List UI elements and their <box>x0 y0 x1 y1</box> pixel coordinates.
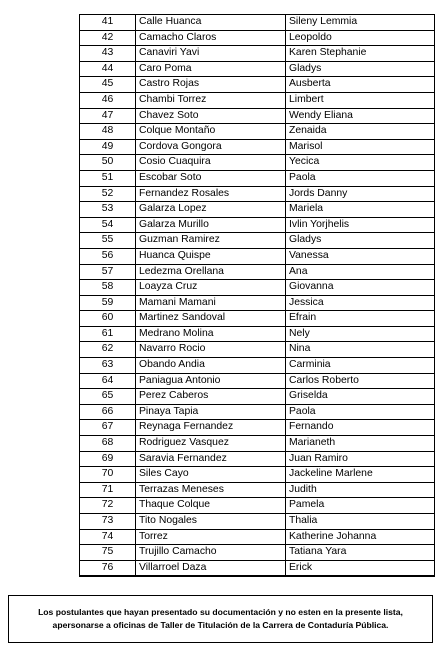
row-given-name: Thalia <box>286 514 435 530</box>
row-number: 63 <box>80 358 136 374</box>
row-number: 52 <box>80 186 136 202</box>
row-given-name: Griselda <box>286 389 435 405</box>
notice-box <box>8 595 433 643</box>
row-given-name: Fernando <box>286 420 435 436</box>
row-given-name: Jessica <box>286 295 435 311</box>
table-row <box>80 61 435 77</box>
row-surname: Castro Rojas <box>136 77 286 93</box>
row-number: 67 <box>80 420 136 436</box>
table-row <box>80 389 435 405</box>
row-number: 64 <box>80 373 136 389</box>
table-row <box>80 358 435 374</box>
table-row <box>80 498 435 514</box>
row-given-name: Tatiana Yara <box>286 545 435 561</box>
row-given-name: Leopoldo <box>286 30 435 46</box>
row-surname: Galarza Murillo <box>136 217 286 233</box>
row-surname: Chambi Torrez <box>136 92 286 108</box>
row-number: 44 <box>80 61 136 77</box>
table-row <box>80 326 435 342</box>
row-given-name: Karen Stephanie <box>286 46 435 62</box>
row-given-name: Vanessa <box>286 248 435 264</box>
table-row <box>80 404 435 420</box>
row-number: 54 <box>80 217 136 233</box>
row-number: 46 <box>80 92 136 108</box>
table-row <box>80 124 435 140</box>
row-surname: Medrano Molina <box>136 326 286 342</box>
row-given-name: Nina <box>286 342 435 358</box>
row-given-name: Marisol <box>286 139 435 155</box>
row-surname: Paniagua Antonio <box>136 373 286 389</box>
row-surname: Fernandez Rosales <box>136 186 286 202</box>
applicant-list <box>79 14 434 577</box>
table-row <box>80 15 435 31</box>
row-given-name: Paola <box>286 170 435 186</box>
row-given-name: Erick <box>286 560 435 576</box>
row-given-name: Nely <box>286 326 435 342</box>
row-surname: Saravia Fernandez <box>136 451 286 467</box>
row-given-name: Carminia <box>286 358 435 374</box>
row-given-name: Yecica <box>286 155 435 171</box>
row-given-name: Sileny Lemmia <box>286 15 435 31</box>
row-given-name: Paola <box>286 404 435 420</box>
row-surname: Canaviri Yavi <box>136 46 286 62</box>
row-number: 76 <box>80 560 136 576</box>
row-given-name: Pamela <box>286 498 435 514</box>
row-surname: Escobar Soto <box>136 170 286 186</box>
row-number: 72 <box>80 498 136 514</box>
row-number: 49 <box>80 139 136 155</box>
row-given-name: Judith <box>286 482 435 498</box>
table-row <box>80 264 435 280</box>
table-row <box>80 92 435 108</box>
table-row <box>80 529 435 545</box>
row-number: 57 <box>80 264 136 280</box>
row-given-name: Wendy Eliana <box>286 108 435 124</box>
row-surname: Navarro Rocio <box>136 342 286 358</box>
row-number: 43 <box>80 46 136 62</box>
row-surname: Villarroel Daza <box>136 560 286 576</box>
table-row <box>80 108 435 124</box>
row-surname: Camacho Claros <box>136 30 286 46</box>
row-surname: Calle Huanca <box>136 15 286 31</box>
table-row <box>80 482 435 498</box>
row-surname: Loayza Cruz <box>136 280 286 296</box>
row-given-name: Jords Danny <box>286 186 435 202</box>
table-row <box>80 420 435 436</box>
row-number: 45 <box>80 77 136 93</box>
row-number: 75 <box>80 545 136 561</box>
table-row <box>80 170 435 186</box>
table-row <box>80 186 435 202</box>
notice-line-1: Los postulantes que hayan presentado su documentación y no esten en la presente lista, <box>38 607 403 617</box>
row-number: 73 <box>80 514 136 530</box>
row-surname: Obando Andia <box>136 358 286 374</box>
row-number: 71 <box>80 482 136 498</box>
row-number: 55 <box>80 233 136 249</box>
notice-line-2: apersonarse a oficinas de Taller de Titulación de la Carrera de Contaduría Pública. <box>52 620 389 630</box>
table-row <box>80 560 435 576</box>
row-surname: Torrez <box>136 529 286 545</box>
row-number: 50 <box>80 155 136 171</box>
table-row <box>80 545 435 561</box>
row-number: 66 <box>80 404 136 420</box>
row-number: 61 <box>80 326 136 342</box>
table-row <box>80 514 435 530</box>
table-row <box>80 155 435 171</box>
row-given-name: Zenaida <box>286 124 435 140</box>
applicant-table <box>79 14 435 577</box>
row-surname: Cosio Cuaquira <box>136 155 286 171</box>
row-surname: Cordova Gongora <box>136 139 286 155</box>
row-surname: Colque Montaño <box>136 124 286 140</box>
table-row <box>80 139 435 155</box>
table-row <box>80 77 435 93</box>
row-given-name: Ana <box>286 264 435 280</box>
row-number: 68 <box>80 436 136 452</box>
table-row <box>80 311 435 327</box>
row-number: 62 <box>80 342 136 358</box>
row-number: 53 <box>80 202 136 218</box>
row-number: 48 <box>80 124 136 140</box>
row-number: 74 <box>80 529 136 545</box>
row-surname: Perez Caberos <box>136 389 286 405</box>
row-given-name: Mariela <box>286 202 435 218</box>
table-row <box>80 295 435 311</box>
row-surname: Tito Nogales <box>136 514 286 530</box>
row-surname: Trujillo Camacho <box>136 545 286 561</box>
row-surname: Pinaya Tapia <box>136 404 286 420</box>
row-number: 60 <box>80 311 136 327</box>
row-given-name: Giovanna <box>286 280 435 296</box>
table-row <box>80 202 435 218</box>
row-given-name: Juan Ramiro <box>286 451 435 467</box>
row-surname: Chavez Soto <box>136 108 286 124</box>
row-surname: Huanca Quispe <box>136 248 286 264</box>
table-row <box>80 30 435 46</box>
row-given-name: Carlos Roberto <box>286 373 435 389</box>
row-given-name: Efrain <box>286 311 435 327</box>
row-surname: Siles Cayo <box>136 467 286 483</box>
row-surname: Caro Poma <box>136 61 286 77</box>
row-number: 42 <box>80 30 136 46</box>
table-row <box>80 233 435 249</box>
row-surname: Ledezma Orellana <box>136 264 286 280</box>
row-surname: Rodriguez Vasquez <box>136 436 286 452</box>
row-given-name: Ausberta <box>286 77 435 93</box>
row-given-name: Katherine Johanna <box>286 529 435 545</box>
row-number: 51 <box>80 170 136 186</box>
row-given-name: Marianeth <box>286 436 435 452</box>
applicant-table-body <box>80 15 435 577</box>
row-given-name: Gladys <box>286 61 435 77</box>
row-surname: Galarza Lopez <box>136 202 286 218</box>
row-surname: Terrazas Meneses <box>136 482 286 498</box>
row-number: 70 <box>80 467 136 483</box>
row-number: 69 <box>80 451 136 467</box>
row-surname: Reynaga Fernandez <box>136 420 286 436</box>
row-surname: Mamani Mamani <box>136 295 286 311</box>
row-number: 47 <box>80 108 136 124</box>
table-row <box>80 373 435 389</box>
table-row <box>80 467 435 483</box>
table-row <box>80 436 435 452</box>
table-row <box>80 248 435 264</box>
table-row <box>80 46 435 62</box>
table-row <box>80 451 435 467</box>
table-row <box>80 217 435 233</box>
table-row <box>80 280 435 296</box>
row-given-name: Jackeline Marlene <box>286 467 435 483</box>
row-number: 59 <box>80 295 136 311</box>
row-surname: Thaque Colque <box>136 498 286 514</box>
table-row <box>80 342 435 358</box>
row-number: 56 <box>80 248 136 264</box>
row-surname: Guzman Ramirez <box>136 233 286 249</box>
row-given-name: Limbert <box>286 92 435 108</box>
row-number: 41 <box>80 15 136 31</box>
row-number: 65 <box>80 389 136 405</box>
row-number: 58 <box>80 280 136 296</box>
row-surname: Martinez Sandoval <box>136 311 286 327</box>
row-given-name: Gladys <box>286 233 435 249</box>
row-given-name: Ivlin Yorjhelis <box>286 217 435 233</box>
